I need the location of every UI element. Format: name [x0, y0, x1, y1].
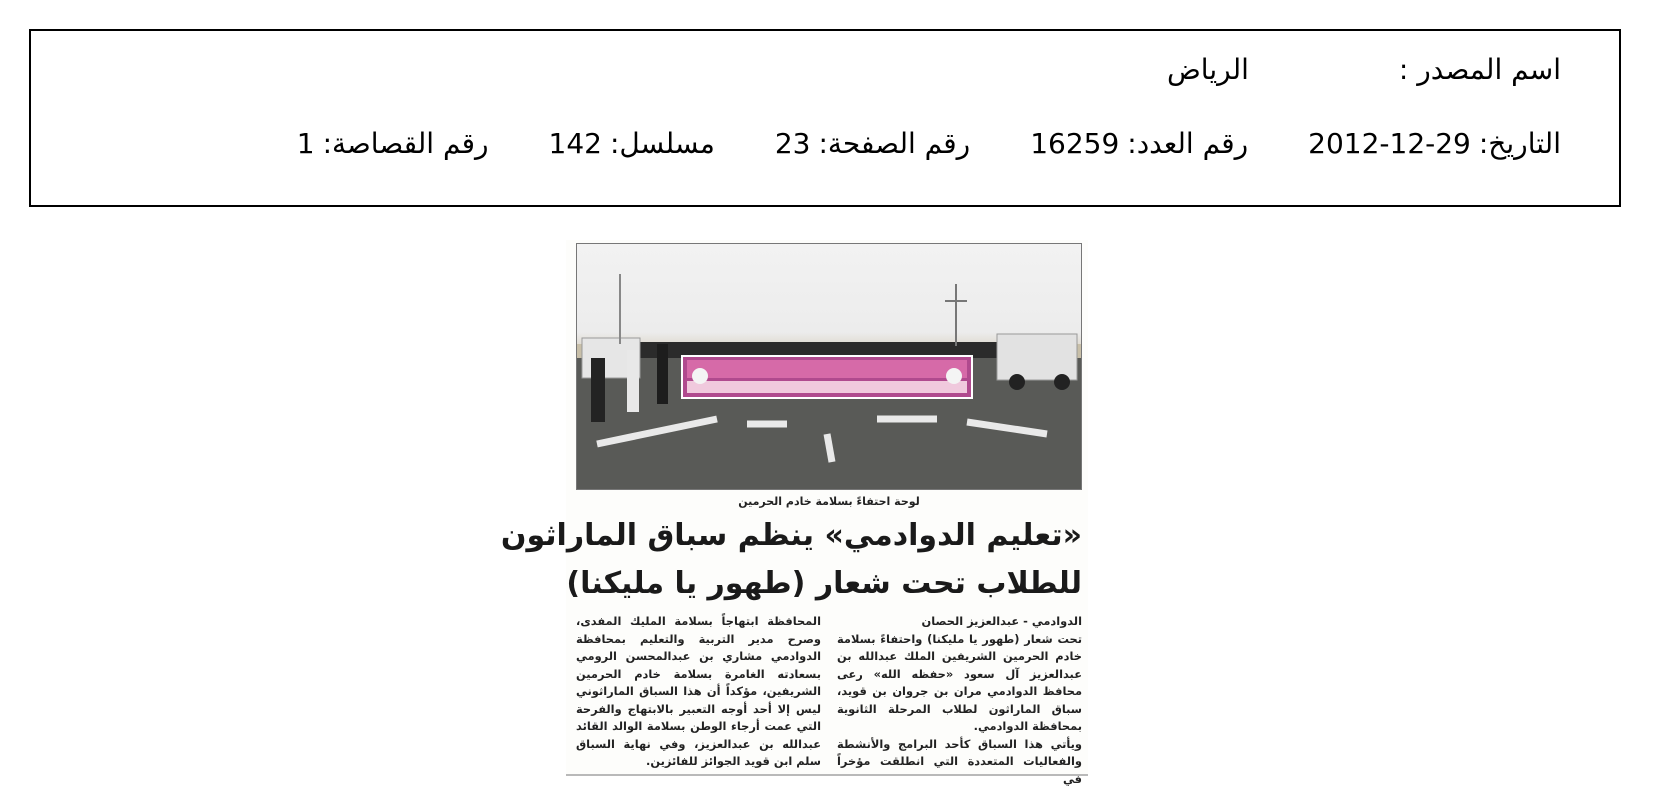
article-headline	[500, 512, 1082, 608]
serial-label: مسلسل:	[609, 127, 715, 160]
date-label: التاريخ:	[1478, 127, 1561, 160]
paragraph: المحافظة ابتهاجاً بسلامة المليك المفدى، وصرح مدير التربية والتعليم بمحافظة الدوادمي مشاري بن عبدالمحسن الرومي بسعادته الغامرة بسلامة خادم الحرمين الشريفين، مؤكداً أن هذا السباق الماراثوني ليس إلا أحد أوجه التعبير بالابتهاج والفرحة التي عمت أرجاء الوطن بسلامة الوالد القائد عبدالله بن عبدالعزيز، وفي نهاية السباق سلم ابن قويد الجوائز للفائزين.	[576, 614, 821, 768]
paragraph: ويأتي هذا السباق كأحد البرامج والأنشطة والفعاليات المتعددة التي انطلقت مؤخراً في	[837, 736, 1082, 786]
paragraph: تحت شعار (طهور يا مليكنا) واحتفاءً بسلامة خادم الحرمين الشريفين الملك عبدالله بن عبدالعزيز آل سعود «حفظه الله» رعى محافظ الدوادمي مران بن جروان بن قويد، سباق الماراثون لطلاب المرحلة الثانوية بمحافظة الدوادمي.	[837, 631, 1082, 733]
article-photo	[576, 243, 1082, 490]
photo-scene	[577, 244, 1082, 490]
source-value: الرياض	[1166, 53, 1249, 86]
page-value: 23	[774, 127, 811, 160]
issue-value: 16259	[1030, 127, 1120, 160]
byline: الدوادمي - عبدالعزيز الحصان	[921, 614, 1082, 628]
serial-value: 142	[548, 127, 602, 160]
headline-line-1: «تعليم الدوادمي» ينظم سباق الماراثون	[500, 518, 1082, 553]
issue-label: رقم العدد:	[1127, 127, 1249, 160]
photo-caption: لوحة احتفاءً بسلامة خادم الحرمين	[738, 495, 920, 508]
page-label: رقم الصفحة:	[818, 127, 971, 160]
clipping-label: رقم القصاصة:	[322, 127, 489, 160]
article-column-left	[576, 613, 821, 771]
headline-line-2: للطلاب تحت شعار (طهور يا مليكنا)	[566, 566, 1082, 601]
clipping-value: 1	[296, 127, 315, 160]
clipping-metadata-box	[29, 29, 1621, 207]
date-value: 2012-12-29	[1308, 127, 1471, 160]
newspaper-clipping	[500, 240, 1088, 786]
source-label: اسم المصدر :	[1398, 53, 1561, 86]
article-column-right	[837, 613, 1082, 788]
details-row	[297, 127, 1561, 160]
source-row	[1167, 53, 1561, 86]
